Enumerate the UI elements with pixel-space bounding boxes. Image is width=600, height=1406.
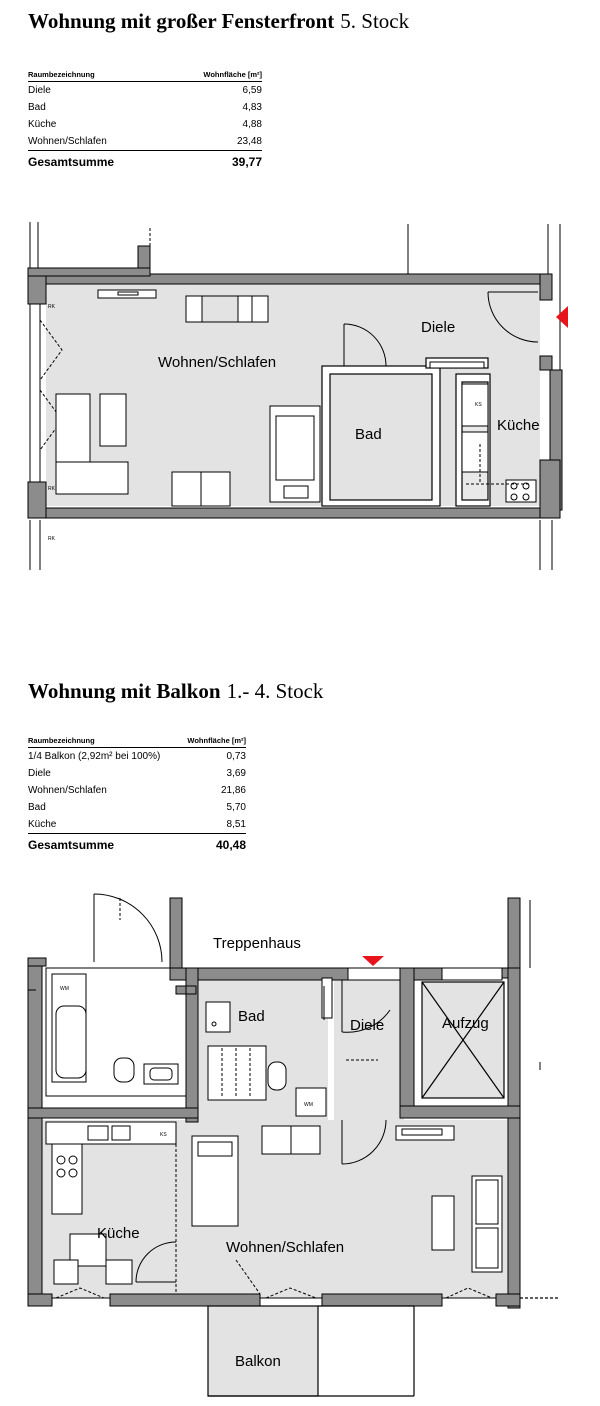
label-diele: Diele	[421, 319, 456, 336]
room-name: 1/4 Balkon (2,92m² bei 100%)	[28, 751, 161, 762]
table-row	[28, 133, 262, 151]
total-value: 39,77	[167, 151, 262, 174]
table-total-row	[28, 834, 246, 857]
entrance-marker	[362, 956, 384, 966]
header-room: Raumbezeichnung	[28, 70, 167, 82]
table-row	[28, 816, 246, 834]
label-kueche: Küche	[497, 417, 540, 434]
table-row	[28, 82, 262, 100]
table-row	[28, 765, 246, 782]
top-area-table	[28, 70, 262, 173]
table-row	[28, 799, 246, 816]
bottom-title: Wohnung mit Balkon	[28, 679, 221, 703]
room-name: Bad	[28, 102, 46, 113]
bottom-area-table	[28, 736, 246, 856]
label-balkon: Balkon	[235, 1353, 281, 1370]
room-area: 4,88	[242, 119, 262, 130]
room-name: Küche	[28, 819, 57, 830]
table-row	[28, 748, 246, 766]
label-ks: KS	[475, 402, 482, 408]
header-area: Wohnfläche [m²]	[179, 736, 246, 748]
room-area: 23,48	[236, 136, 262, 147]
room-name: Diele	[28, 85, 51, 96]
bottom-floor-plan	[0, 890, 600, 1400]
label-rk: RK	[48, 536, 55, 542]
room-name: Wohnen/Schlafen	[28, 785, 107, 796]
top-title: Wohnung mit großer Fensterfront	[28, 9, 335, 33]
label-wm: WM	[304, 1102, 313, 1108]
label-treppenhaus: Treppenhaus	[213, 935, 301, 952]
label-diele: Diele	[350, 1017, 385, 1034]
total-label: Gesamtsumme	[28, 834, 179, 857]
room-name: Küche	[28, 119, 57, 130]
room-area: 6,59	[242, 85, 262, 96]
label-kueche: Küche	[97, 1225, 140, 1242]
label-wohnen: Wohnen/Schlafen	[226, 1239, 345, 1256]
room-area: 3,69	[226, 768, 246, 779]
entrance-marker	[556, 306, 568, 328]
top-subtitle: 5. Stock	[340, 9, 410, 33]
header-room: Raumbezeichnung	[28, 736, 179, 748]
room-area: 0,73	[226, 751, 246, 762]
elevator	[422, 982, 504, 1098]
room-area: 4,83	[242, 102, 262, 113]
total-label: Gesamtsumme	[28, 151, 167, 174]
balcony	[208, 1298, 560, 1396]
bottom-heading	[28, 679, 323, 704]
table-row	[28, 99, 262, 116]
top-heading	[28, 9, 409, 34]
room-area: 8,51	[226, 819, 246, 830]
room-name: Diele	[28, 768, 51, 779]
label-rk: RK	[48, 486, 55, 492]
room-name: Wohnen/Schlafen	[28, 136, 107, 147]
top-floor-plan	[0, 210, 600, 580]
table-row	[28, 116, 262, 133]
label-ks: KS	[160, 1132, 167, 1138]
table-header-row	[28, 70, 262, 82]
label-aufzug: Aufzug	[442, 1015, 489, 1032]
label-wm: WM	[60, 986, 69, 992]
label-wohnen: Wohnen/Schlafen	[158, 354, 277, 371]
label-bad: Bad	[238, 1008, 265, 1025]
table-row	[28, 782, 246, 799]
bottom-subtitle: 1.- 4. Stock	[226, 679, 324, 703]
table-header-row	[28, 736, 246, 748]
label-rk: RK	[48, 304, 55, 310]
room-area: 21,86	[220, 785, 246, 796]
header-area: Wohnfläche [m²]	[167, 70, 262, 82]
room-name: Bad	[28, 802, 46, 813]
table-total-row	[28, 151, 262, 174]
total-value: 40,48	[179, 834, 246, 857]
room-area: 5,70	[226, 802, 246, 813]
label-bad: Bad	[355, 426, 382, 443]
